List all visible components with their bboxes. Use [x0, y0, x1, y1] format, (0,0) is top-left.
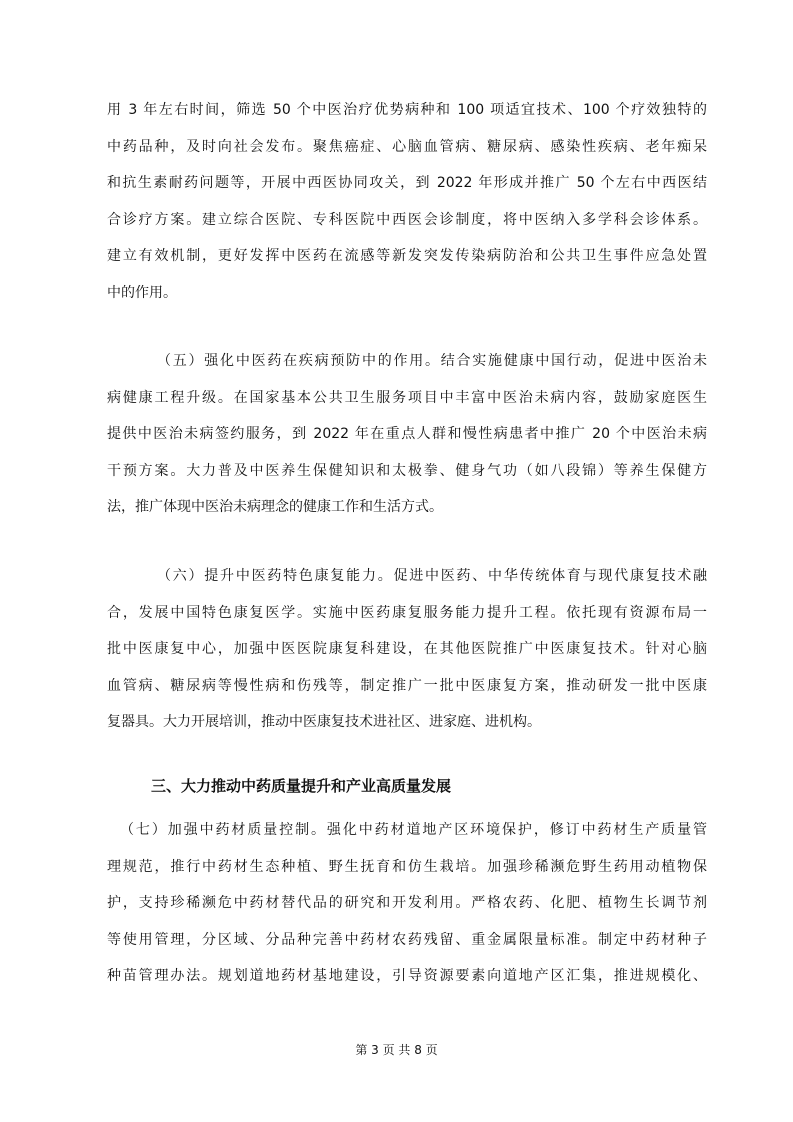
paragraph-line: 中的作用。	[107, 284, 177, 301]
paragraph-line: 干预方案。大力普及中医养生保健知识和太极拳、健身气功（如八段锦）等养生保健方	[107, 462, 707, 479]
paragraph-rehabilitation	[107, 567, 707, 750]
paragraph-herb-quality	[107, 821, 707, 1004]
paragraph-line: 建立有效机制，更好发挥中医药在流感等新发突发传染病防治和公共卫生事件应急处置	[107, 248, 707, 264]
paragraph-line: 等使用管理，分区域、分品种完善中药材农药残留、重金属限量标准。制定中药材种子	[107, 931, 707, 948]
paragraph-line: 批中医康复中心，加强中医医院康复科建设，在其他医院推广中医康复技术。针对心脑	[107, 641, 707, 657]
paragraph-line: 复器具。大力开展培训，推动中医康复技术进社区、进家庭、进机构。	[107, 714, 541, 730]
paragraph-line: 中药品种，及时向社会发布。聚焦癌症、心脑血管病、糖尿病、感染性疾病、老年痴呆	[107, 138, 707, 155]
paragraph-treatment	[107, 101, 707, 320]
paragraph-line: 和抗生素耐药问题等，开展中西医协同攻关，到 2022 年形成并推广 50 个左右中西医结	[107, 175, 707, 191]
paragraph-line: 病健康工程升级。在国家基本公共卫生服务项目中丰富中医治未病内容，鼓励家庭医生	[107, 389, 707, 406]
paragraph-line: 合，发展中国特色康复医学。实施中医药康复服务能力提升工程。依托现有资源布局一	[107, 604, 707, 621]
paragraph-prevention	[107, 352, 707, 535]
paragraph-line: （五）强化中医药在疾病预防中的作用。结合实施健康中国行动，促进中医治未	[157, 353, 707, 369]
paragraph-line: 理规范，推行中药材生态种植、野生抚育和仿生栽培。加强珍稀濒危野生药用动植物保	[107, 858, 707, 875]
section-heading: 三、大力推动中药质量提升和产业高质量发展	[151, 777, 452, 795]
paragraph-line: 法，推广体现中医治未病理念的健康工作和生活方式。	[107, 499, 443, 515]
paragraph-line: 护，支持珍稀濒危中药材替代品的研究和开发利用。严格农药、化肥、植物生长调节剂	[107, 895, 707, 911]
paragraph-line: 种苗管理办法。规划道地药材基地建设，引导资源要素向道地产区汇集，推进规模化、	[107, 968, 707, 984]
paragraph-line: 血管病、糖尿病等慢性病和伤残等，制定推广一批中医康复方案，推动研发一批中医康	[107, 677, 707, 694]
paragraph-line: （六）提升中医药特色康复能力。促进中医药、中华传统体育与现代康复技术融	[157, 568, 707, 584]
page-footer: 第 3 页 共 8 页	[355, 1043, 438, 1057]
paragraph-line: 合诊疗方案。建立综合医院、专科医院中西医会诊制度，将中医纳入多学科会诊体系。	[107, 211, 707, 228]
paragraph-line: 用 3 年左右时间，筛选 50 个中医治疗优势病种和 100 项适宜技术、100 个疗效独特的	[107, 102, 707, 118]
paragraph-line: （七）加强中药材质量控制。强化中药材道地产区环境保护，修订中药材生产质量管	[120, 822, 707, 838]
paragraph-line: 提供中医治未病签约服务，到 2022 年在重点人群和慢性病患者中推广 20 个中医治未病	[107, 426, 707, 442]
